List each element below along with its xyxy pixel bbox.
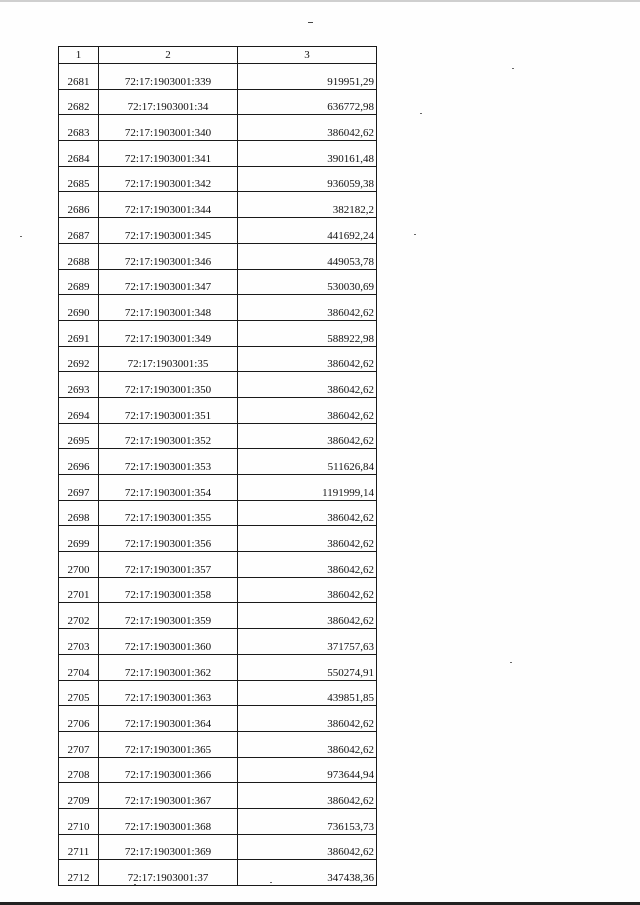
cadastral-value: 386042,62 <box>238 526 377 552</box>
row-number: 2684 <box>59 141 99 167</box>
cadastral-value: 386042,62 <box>238 346 377 372</box>
row-number: 2706 <box>59 706 99 732</box>
row-number: 2696 <box>59 449 99 475</box>
table-row <box>59 603 377 629</box>
page-mark <box>308 22 313 23</box>
cadastral-value: 386042,62 <box>238 706 377 732</box>
cadastral-value: 386042,62 <box>238 115 377 141</box>
table-row <box>59 218 377 244</box>
cadastral-value-table <box>58 46 377 886</box>
cadastral-number: 72:17:1903001:350 <box>99 372 238 398</box>
table-row <box>59 706 377 732</box>
cadastral-value: 449053,78 <box>238 243 377 269</box>
table-row <box>59 834 377 860</box>
cadastral-number: 72:17:1903001:368 <box>99 808 238 834</box>
row-number: 2701 <box>59 577 99 603</box>
cadastral-value: 382182,2 <box>238 192 377 218</box>
cadastral-number: 72:17:1903001:369 <box>99 834 238 860</box>
cadastral-number: 72:17:1903001:360 <box>99 629 238 655</box>
scan-speck <box>270 882 272 883</box>
table-row <box>59 115 377 141</box>
cadastral-number: 72:17:1903001:345 <box>99 218 238 244</box>
cadastral-number: 72:17:1903001:35 <box>99 346 238 372</box>
cadastral-value: 973644,94 <box>238 757 377 783</box>
table-row <box>59 269 377 295</box>
row-number: 2682 <box>59 89 99 115</box>
cadastral-number: 72:17:1903001:340 <box>99 115 238 141</box>
row-number: 2709 <box>59 783 99 809</box>
row-number: 2689 <box>59 269 99 295</box>
cadastral-number: 72:17:1903001:354 <box>99 475 238 501</box>
row-number: 2704 <box>59 654 99 680</box>
table-row <box>59 654 377 680</box>
cadastral-value: 386042,62 <box>238 834 377 860</box>
table-row <box>59 346 377 372</box>
row-number: 2695 <box>59 423 99 449</box>
table-row <box>59 629 377 655</box>
table-row <box>59 731 377 757</box>
table-row <box>59 526 377 552</box>
cadastral-number: 72:17:1903001:344 <box>99 192 238 218</box>
cadastral-value: 386042,62 <box>238 552 377 578</box>
row-number: 2690 <box>59 295 99 321</box>
cadastral-number: 72:17:1903001:34 <box>99 89 238 115</box>
table-row <box>59 860 377 886</box>
cadastral-number: 72:17:1903001:367 <box>99 783 238 809</box>
row-number: 2708 <box>59 757 99 783</box>
cadastral-value: 390161,48 <box>238 141 377 167</box>
cadastral-number: 72:17:1903001:359 <box>99 603 238 629</box>
table-row <box>59 783 377 809</box>
cadastral-number: 72:17:1903001:347 <box>99 269 238 295</box>
table-row <box>59 166 377 192</box>
table-row <box>59 680 377 706</box>
table-row <box>59 295 377 321</box>
table-body <box>59 64 377 886</box>
cadastral-number: 72:17:1903001:357 <box>99 552 238 578</box>
scan-speck <box>20 236 22 237</box>
table-row <box>59 89 377 115</box>
row-number: 2685 <box>59 166 99 192</box>
row-number: 2707 <box>59 731 99 757</box>
cadastral-value: 588922,98 <box>238 320 377 346</box>
scan-speck <box>420 113 422 114</box>
row-number: 2694 <box>59 397 99 423</box>
cadastral-number: 72:17:1903001:351 <box>99 397 238 423</box>
cadastral-value: 919951,29 <box>238 64 377 90</box>
row-number: 2698 <box>59 500 99 526</box>
row-number: 2691 <box>59 320 99 346</box>
cadastral-number: 72:17:1903001:363 <box>99 680 238 706</box>
cadastral-number: 72:17:1903001:349 <box>99 320 238 346</box>
cadastral-value: 386042,62 <box>238 577 377 603</box>
cadastral-value: 386042,62 <box>238 397 377 423</box>
table-row <box>59 552 377 578</box>
row-number: 2688 <box>59 243 99 269</box>
cadastral-number: 72:17:1903001:348 <box>99 295 238 321</box>
row-number: 2686 <box>59 192 99 218</box>
cadastral-value: 386042,62 <box>238 423 377 449</box>
cadastral-number: 72:17:1903001:364 <box>99 706 238 732</box>
scan-speck <box>510 662 512 663</box>
cadastral-value: 386042,62 <box>238 603 377 629</box>
cadastral-number: 72:17:1903001:352 <box>99 423 238 449</box>
table-row <box>59 243 377 269</box>
cadastral-value: 386042,62 <box>238 783 377 809</box>
row-number: 2712 <box>59 860 99 886</box>
cadastral-value: 371757,63 <box>238 629 377 655</box>
scan-speck <box>512 68 514 69</box>
row-number: 2711 <box>59 834 99 860</box>
table-row <box>59 141 377 167</box>
cadastral-number: 72:17:1903001:366 <box>99 757 238 783</box>
table-row <box>59 757 377 783</box>
row-number: 2683 <box>59 115 99 141</box>
table-row <box>59 192 377 218</box>
row-number: 2705 <box>59 680 99 706</box>
cadastral-value: 1191999,14 <box>238 475 377 501</box>
table-row <box>59 423 377 449</box>
row-number: 2693 <box>59 372 99 398</box>
table-row <box>59 808 377 834</box>
row-number: 2702 <box>59 603 99 629</box>
scan-edge-top <box>0 0 640 2</box>
scan-speck <box>134 884 136 885</box>
table-row <box>59 64 377 90</box>
table-row <box>59 449 377 475</box>
cadastral-value: 511626,84 <box>238 449 377 475</box>
column-header-1: 1 <box>59 47 99 64</box>
table-header-row <box>59 47 377 64</box>
cadastral-number: 72:17:1903001:353 <box>99 449 238 475</box>
cadastral-number: 72:17:1903001:339 <box>99 64 238 90</box>
table-row <box>59 320 377 346</box>
cadastral-value: 386042,62 <box>238 500 377 526</box>
row-number: 2710 <box>59 808 99 834</box>
cadastral-number: 72:17:1903001:365 <box>99 731 238 757</box>
row-number: 2687 <box>59 218 99 244</box>
table-row <box>59 500 377 526</box>
cadastral-number: 72:17:1903001:355 <box>99 500 238 526</box>
cadastral-number: 72:17:1903001:346 <box>99 243 238 269</box>
row-number: 2697 <box>59 475 99 501</box>
row-number: 2681 <box>59 64 99 90</box>
cadastral-number: 72:17:1903001:356 <box>99 526 238 552</box>
cadastral-number: 72:17:1903001:342 <box>99 166 238 192</box>
cadastral-number: 72:17:1903001:341 <box>99 141 238 167</box>
scan-speck <box>414 234 416 235</box>
cadastral-number: 72:17:1903001:358 <box>99 577 238 603</box>
cadastral-value: 386042,62 <box>238 372 377 398</box>
column-header-3: 3 <box>238 47 377 64</box>
cadastral-value: 530030,69 <box>238 269 377 295</box>
row-number: 2699 <box>59 526 99 552</box>
cadastral-number: 72:17:1903001:362 <box>99 654 238 680</box>
cadastral-value: 386042,62 <box>238 731 377 757</box>
row-number: 2700 <box>59 552 99 578</box>
row-number: 2692 <box>59 346 99 372</box>
cadastral-value: 347438,36 <box>238 860 377 886</box>
cadastral-value: 386042,62 <box>238 295 377 321</box>
cadastral-value: 736153,73 <box>238 808 377 834</box>
cadastral-value: 439851,85 <box>238 680 377 706</box>
cadastral-value: 441692,24 <box>238 218 377 244</box>
table-row <box>59 372 377 398</box>
table-row <box>59 397 377 423</box>
column-header-2: 2 <box>99 47 238 64</box>
cadastral-value: 550274,91 <box>238 654 377 680</box>
cadastral-value: 636772,98 <box>238 89 377 115</box>
row-number: 2703 <box>59 629 99 655</box>
table-row <box>59 577 377 603</box>
cadastral-number: 72:17:1903001:37 <box>99 860 238 886</box>
table-row <box>59 475 377 501</box>
cadastral-value: 936059,38 <box>238 166 377 192</box>
